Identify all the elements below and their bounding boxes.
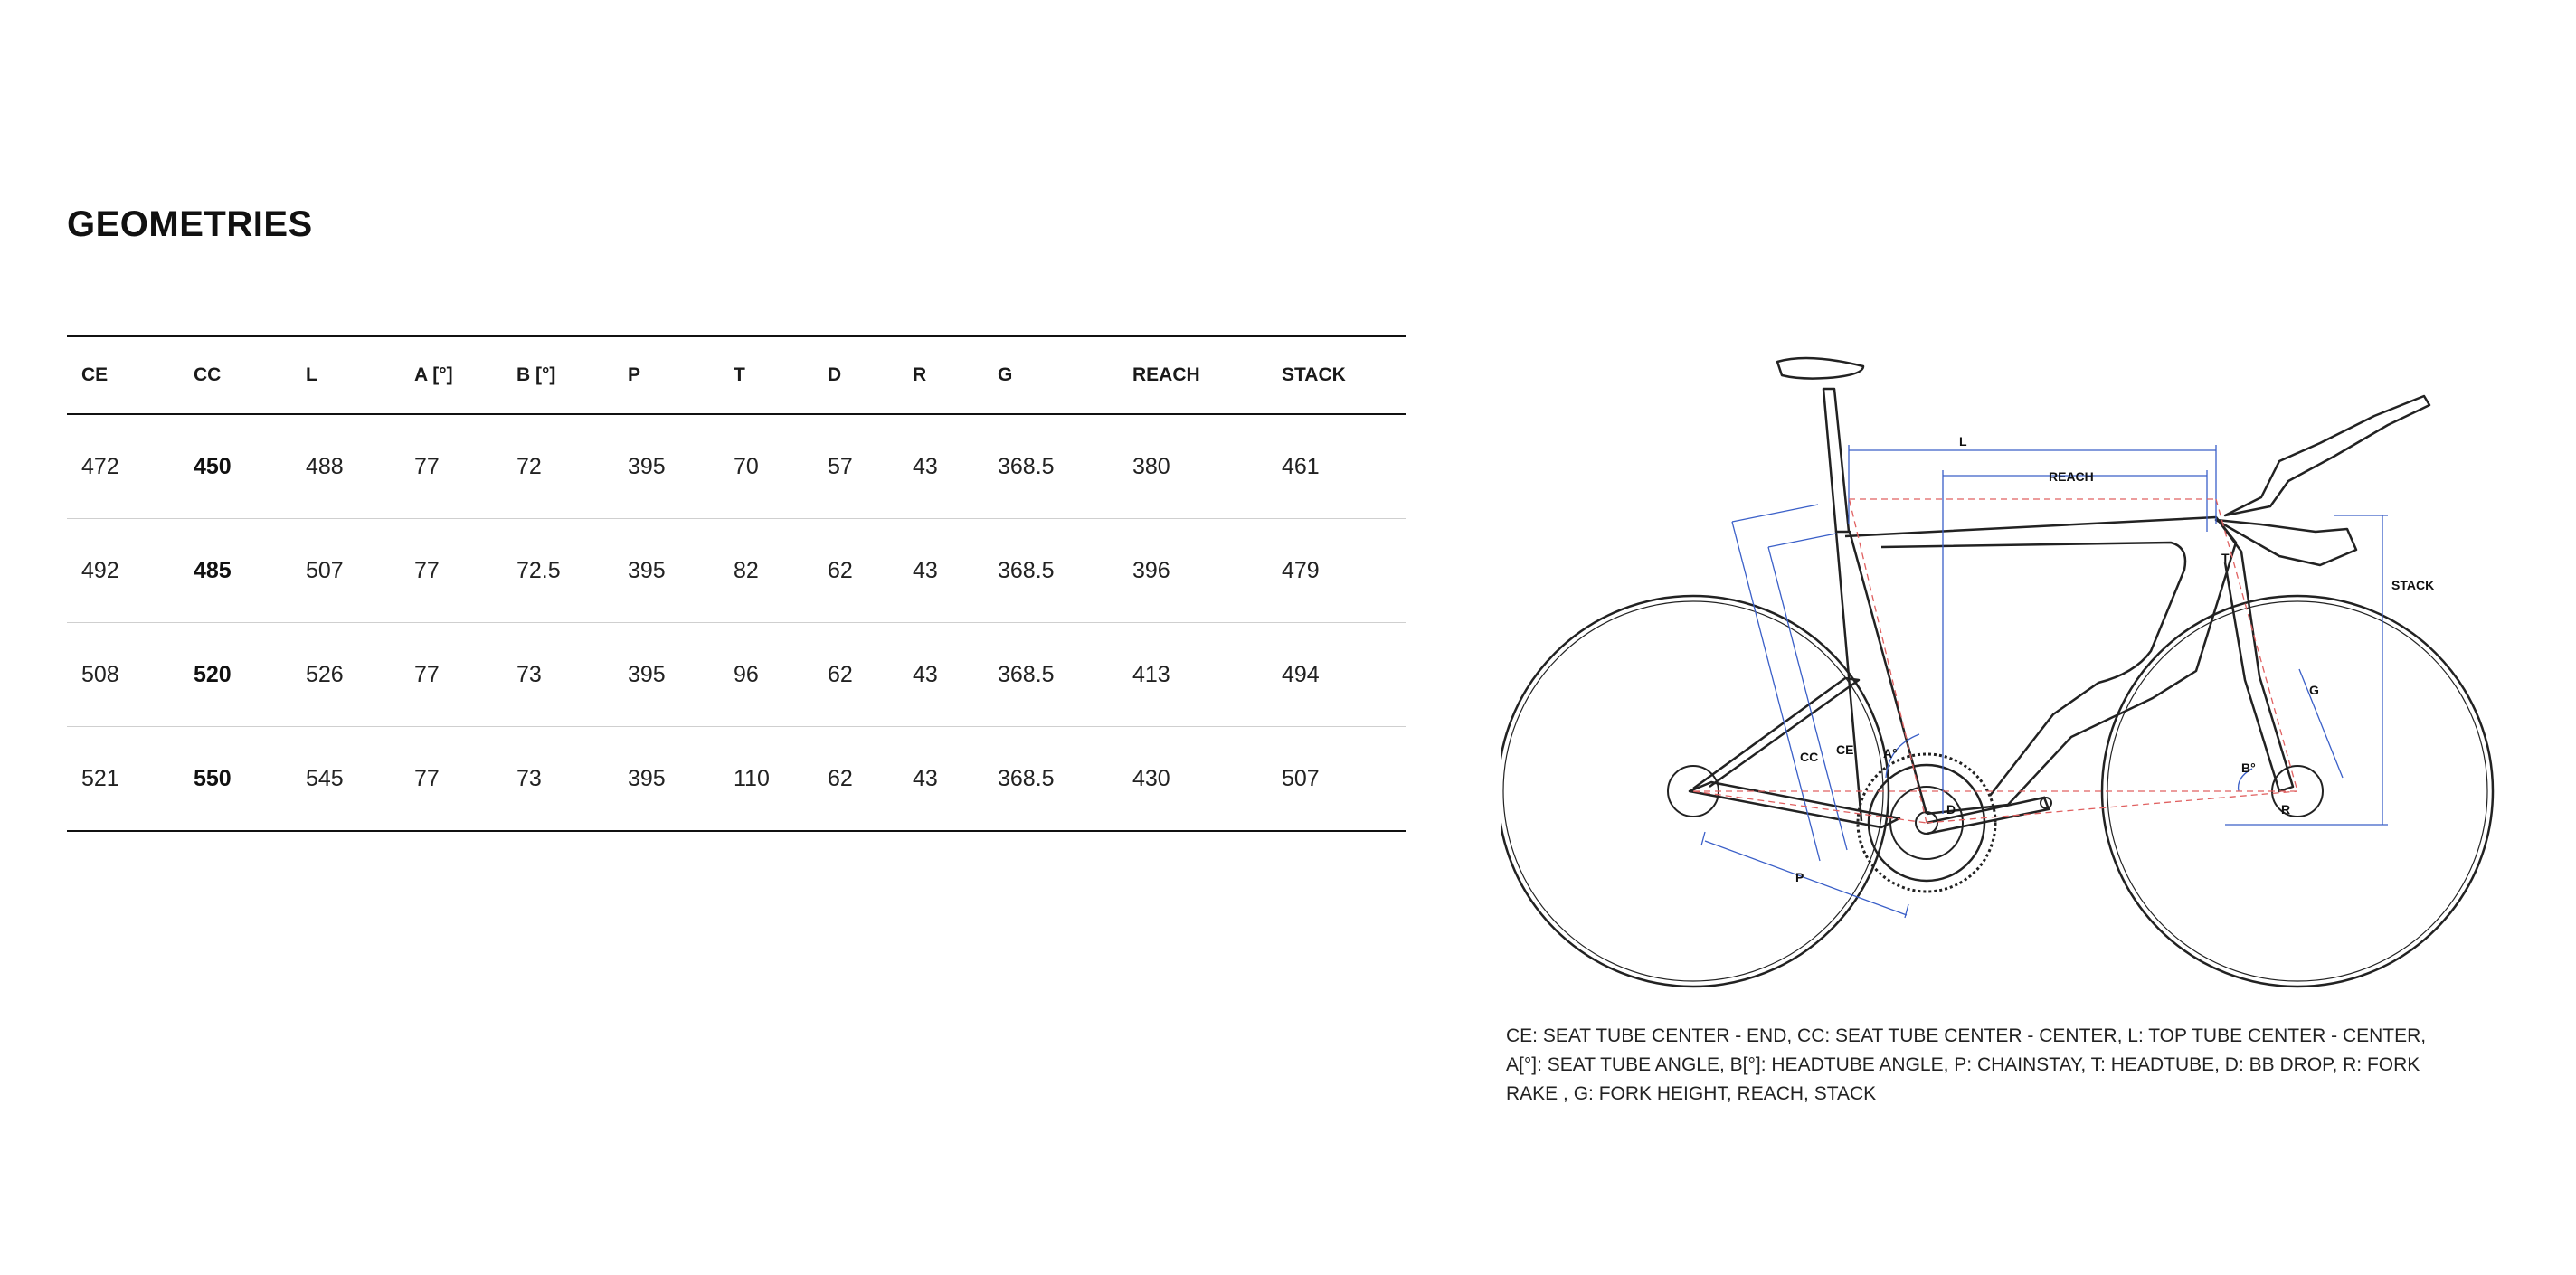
cell-g: 368.5 xyxy=(983,623,1118,727)
cell-ce: 521 xyxy=(67,727,179,832)
table-row xyxy=(67,727,1406,832)
label-t: T xyxy=(2221,551,2230,565)
cell-ce: 492 xyxy=(67,519,179,623)
cell-reach: 380 xyxy=(1118,414,1267,519)
label-l: L xyxy=(1959,434,1967,449)
cell-stack: 461 xyxy=(1267,414,1406,519)
column-header-stack: STACK xyxy=(1267,336,1406,414)
cell-a: 77 xyxy=(400,727,502,832)
cell-d: 57 xyxy=(813,414,898,519)
cell-l: 526 xyxy=(291,623,400,727)
table-header-row xyxy=(67,336,1406,414)
cell-a: 77 xyxy=(400,414,502,519)
column-header-cc: CC xyxy=(179,336,291,414)
label-b: B° xyxy=(2241,760,2256,775)
cell-cc: 520 xyxy=(179,623,291,727)
cell-g: 368.5 xyxy=(983,727,1118,832)
page-title: GEOMETRIES xyxy=(67,204,313,244)
cell-ce: 472 xyxy=(67,414,179,519)
column-header-l: L xyxy=(291,336,400,414)
cell-reach: 396 xyxy=(1118,519,1267,623)
cell-d: 62 xyxy=(813,623,898,727)
cell-g: 368.5 xyxy=(983,519,1118,623)
cell-b: 73 xyxy=(502,727,613,832)
cell-r: 43 xyxy=(898,623,983,727)
table-row xyxy=(67,519,1406,623)
cell-reach: 413 xyxy=(1118,623,1267,727)
cell-a: 77 xyxy=(400,519,502,623)
column-header-p: P xyxy=(613,336,719,414)
cell-b: 72 xyxy=(502,414,613,519)
cell-b: 72.5 xyxy=(502,519,613,623)
geometry-table xyxy=(67,335,1406,832)
geometry-legend: CE: SEAT TUBE CENTER - END, CC: SEAT TUBE CENTER - CENTER, L: TOP TUBE CENTER - CENTER, A[°]: SEAT TUBE ANGLE, B[°]: HEADTUBE ANGLE, P: CHAINSTAY, T: HEADTUBE, D: BB DROP, R: FORK RAKE , G: FORK HEIGHT, REACH, STACK xyxy=(1506,1025,2427,1104)
cell-reach: 430 xyxy=(1118,727,1267,832)
label-a: A° xyxy=(1883,746,1898,760)
column-header-d: D xyxy=(813,336,898,414)
label-g: G xyxy=(2309,683,2319,697)
label-r: R xyxy=(2281,802,2291,817)
cell-t: 70 xyxy=(719,414,813,519)
cell-r: 43 xyxy=(898,519,983,623)
cell-p: 395 xyxy=(613,519,719,623)
cell-a: 77 xyxy=(400,623,502,727)
cell-ce: 508 xyxy=(67,623,179,727)
cell-cc: 485 xyxy=(179,519,291,623)
cell-cc: 450 xyxy=(179,414,291,519)
column-header-b: B [°] xyxy=(502,336,613,414)
label-ce: CE xyxy=(1836,742,1854,757)
bike-geometry-diagram xyxy=(1501,326,2514,999)
cell-l: 507 xyxy=(291,519,400,623)
column-header-r: R xyxy=(898,336,983,414)
label-stack: STACK xyxy=(2391,578,2435,592)
column-header-ce: CE xyxy=(67,336,179,414)
cell-g: 368.5 xyxy=(983,414,1118,519)
table-row xyxy=(67,623,1406,727)
cell-t: 82 xyxy=(719,519,813,623)
cell-stack: 479 xyxy=(1267,519,1406,623)
cell-r: 43 xyxy=(898,414,983,519)
cell-t: 96 xyxy=(719,623,813,727)
cell-stack: 494 xyxy=(1267,623,1406,727)
cell-d: 62 xyxy=(813,519,898,623)
column-header-reach: REACH xyxy=(1118,336,1267,414)
cell-cc: 550 xyxy=(179,727,291,832)
cell-l: 545 xyxy=(291,727,400,832)
cell-b: 73 xyxy=(502,623,613,727)
cell-d: 62 xyxy=(813,727,898,832)
cell-r: 43 xyxy=(898,727,983,832)
column-header-a: A [°] xyxy=(400,336,502,414)
cell-p: 395 xyxy=(613,414,719,519)
label-cc: CC xyxy=(1800,750,1819,764)
cell-l: 488 xyxy=(291,414,400,519)
table-row xyxy=(67,414,1406,519)
dimension-lines-blue xyxy=(1701,445,2388,918)
column-header-g: G xyxy=(983,336,1118,414)
cell-p: 395 xyxy=(613,727,719,832)
label-reach: REACH xyxy=(2049,469,2094,484)
cell-stack: 507 xyxy=(1267,727,1406,832)
label-d: D xyxy=(1946,802,1956,817)
cell-t: 110 xyxy=(719,727,813,832)
label-p: P xyxy=(1795,870,1804,884)
column-header-t: T xyxy=(719,336,813,414)
cell-p: 395 xyxy=(613,623,719,727)
